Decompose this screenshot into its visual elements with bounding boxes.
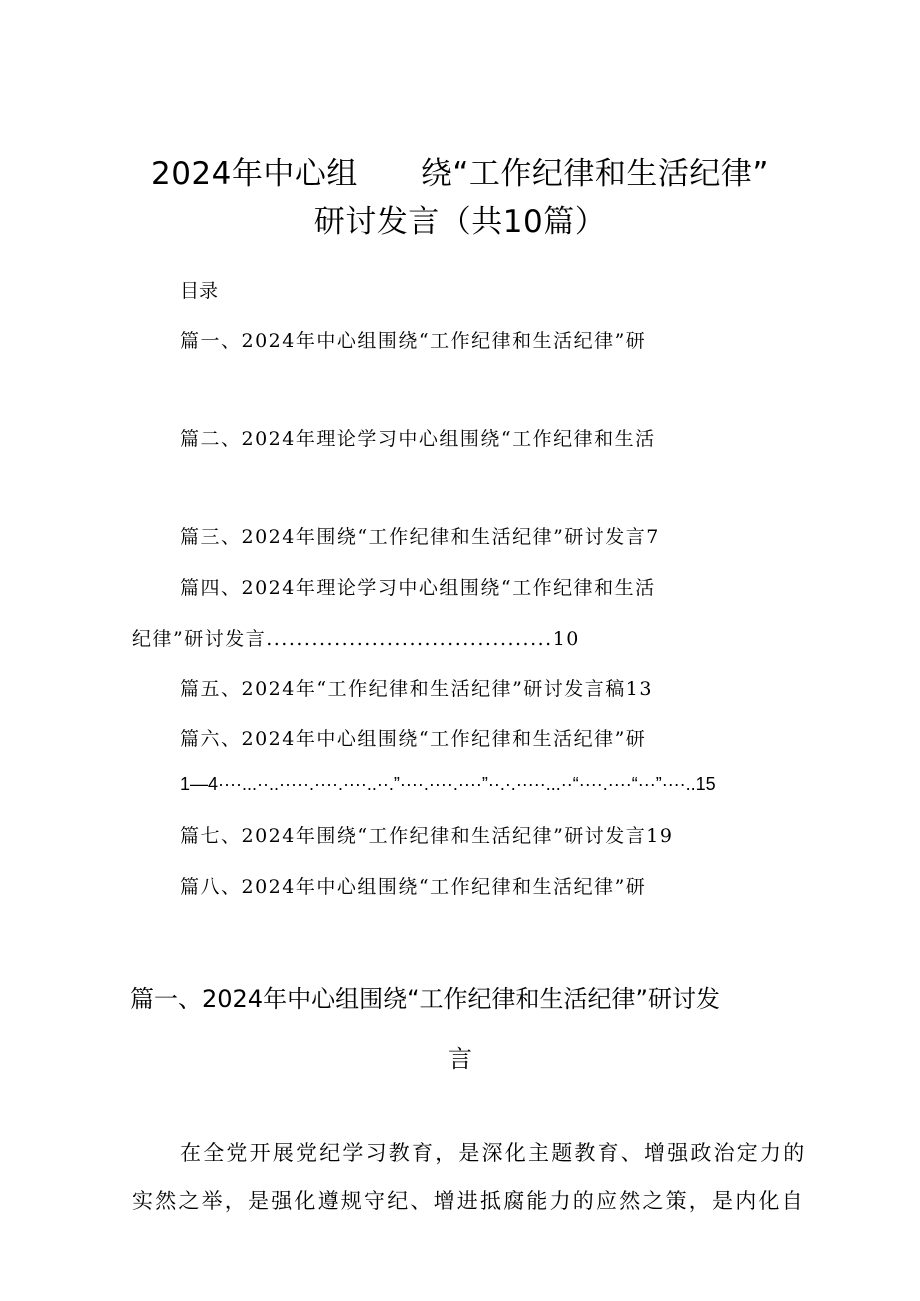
toc-entry[interactable]: 纪律”研讨发言......................................10: [132, 628, 580, 650]
toc-entry[interactable]: 篇六、2024年中心组围绕“工作纪律和生活纪律”研: [180, 728, 647, 750]
toc-entry[interactable]: 篇五、2024年“工作纪律和生活纪律”研讨发言稿13: [180, 678, 653, 700]
toc-entry[interactable]: 篇二、2024年理论学习中心组围绕“工作纪律和生活: [180, 428, 656, 450]
toc-entry[interactable]: 篇四、2024年理论学习中心组围绕“工作纪律和生活: [180, 577, 656, 599]
title-line-2: 研讨发言（共10篇）: [313, 204, 607, 240]
section-heading: 篇一、2024年中心组围绕“工作纪律和生活纪律”研讨发: [130, 985, 720, 1013]
toc-entry[interactable]: 篇八、2024年中心组围绕“工作纪律和生活纪律”研: [180, 876, 647, 898]
toc-entry[interactable]: 篇三、2024年围绕“工作纪律和生活纪律”研讨发言7: [180, 526, 660, 548]
toc-heading: 目录: [180, 280, 219, 302]
section-heading-continued: 言: [448, 1045, 472, 1073]
paragraph-line: 实然之举，是强化遵规守纪、增进抵腐能力的应然之策，是内化自: [132, 1189, 805, 1213]
toc-entry[interactable]: 篇一、2024年中心组围绕“工作纪律和生活纪律”研: [180, 330, 647, 352]
toc-entry[interactable]: 1—4····...··..·····.····.····..··.”····.····.····”··.·.·····...··“····.····“···”····..15: [180, 774, 716, 794]
paragraph-line: 在全党开展党纪学习教育，是深化主题教育、增强政治定力的: [180, 1141, 807, 1165]
title-line-1: 2024年中心组 绕“工作纪律和生活纪律”: [150, 156, 769, 192]
toc-entry[interactable]: 篇七、2024年围绕“工作纪律和生活纪律”研讨发言19: [180, 825, 674, 847]
